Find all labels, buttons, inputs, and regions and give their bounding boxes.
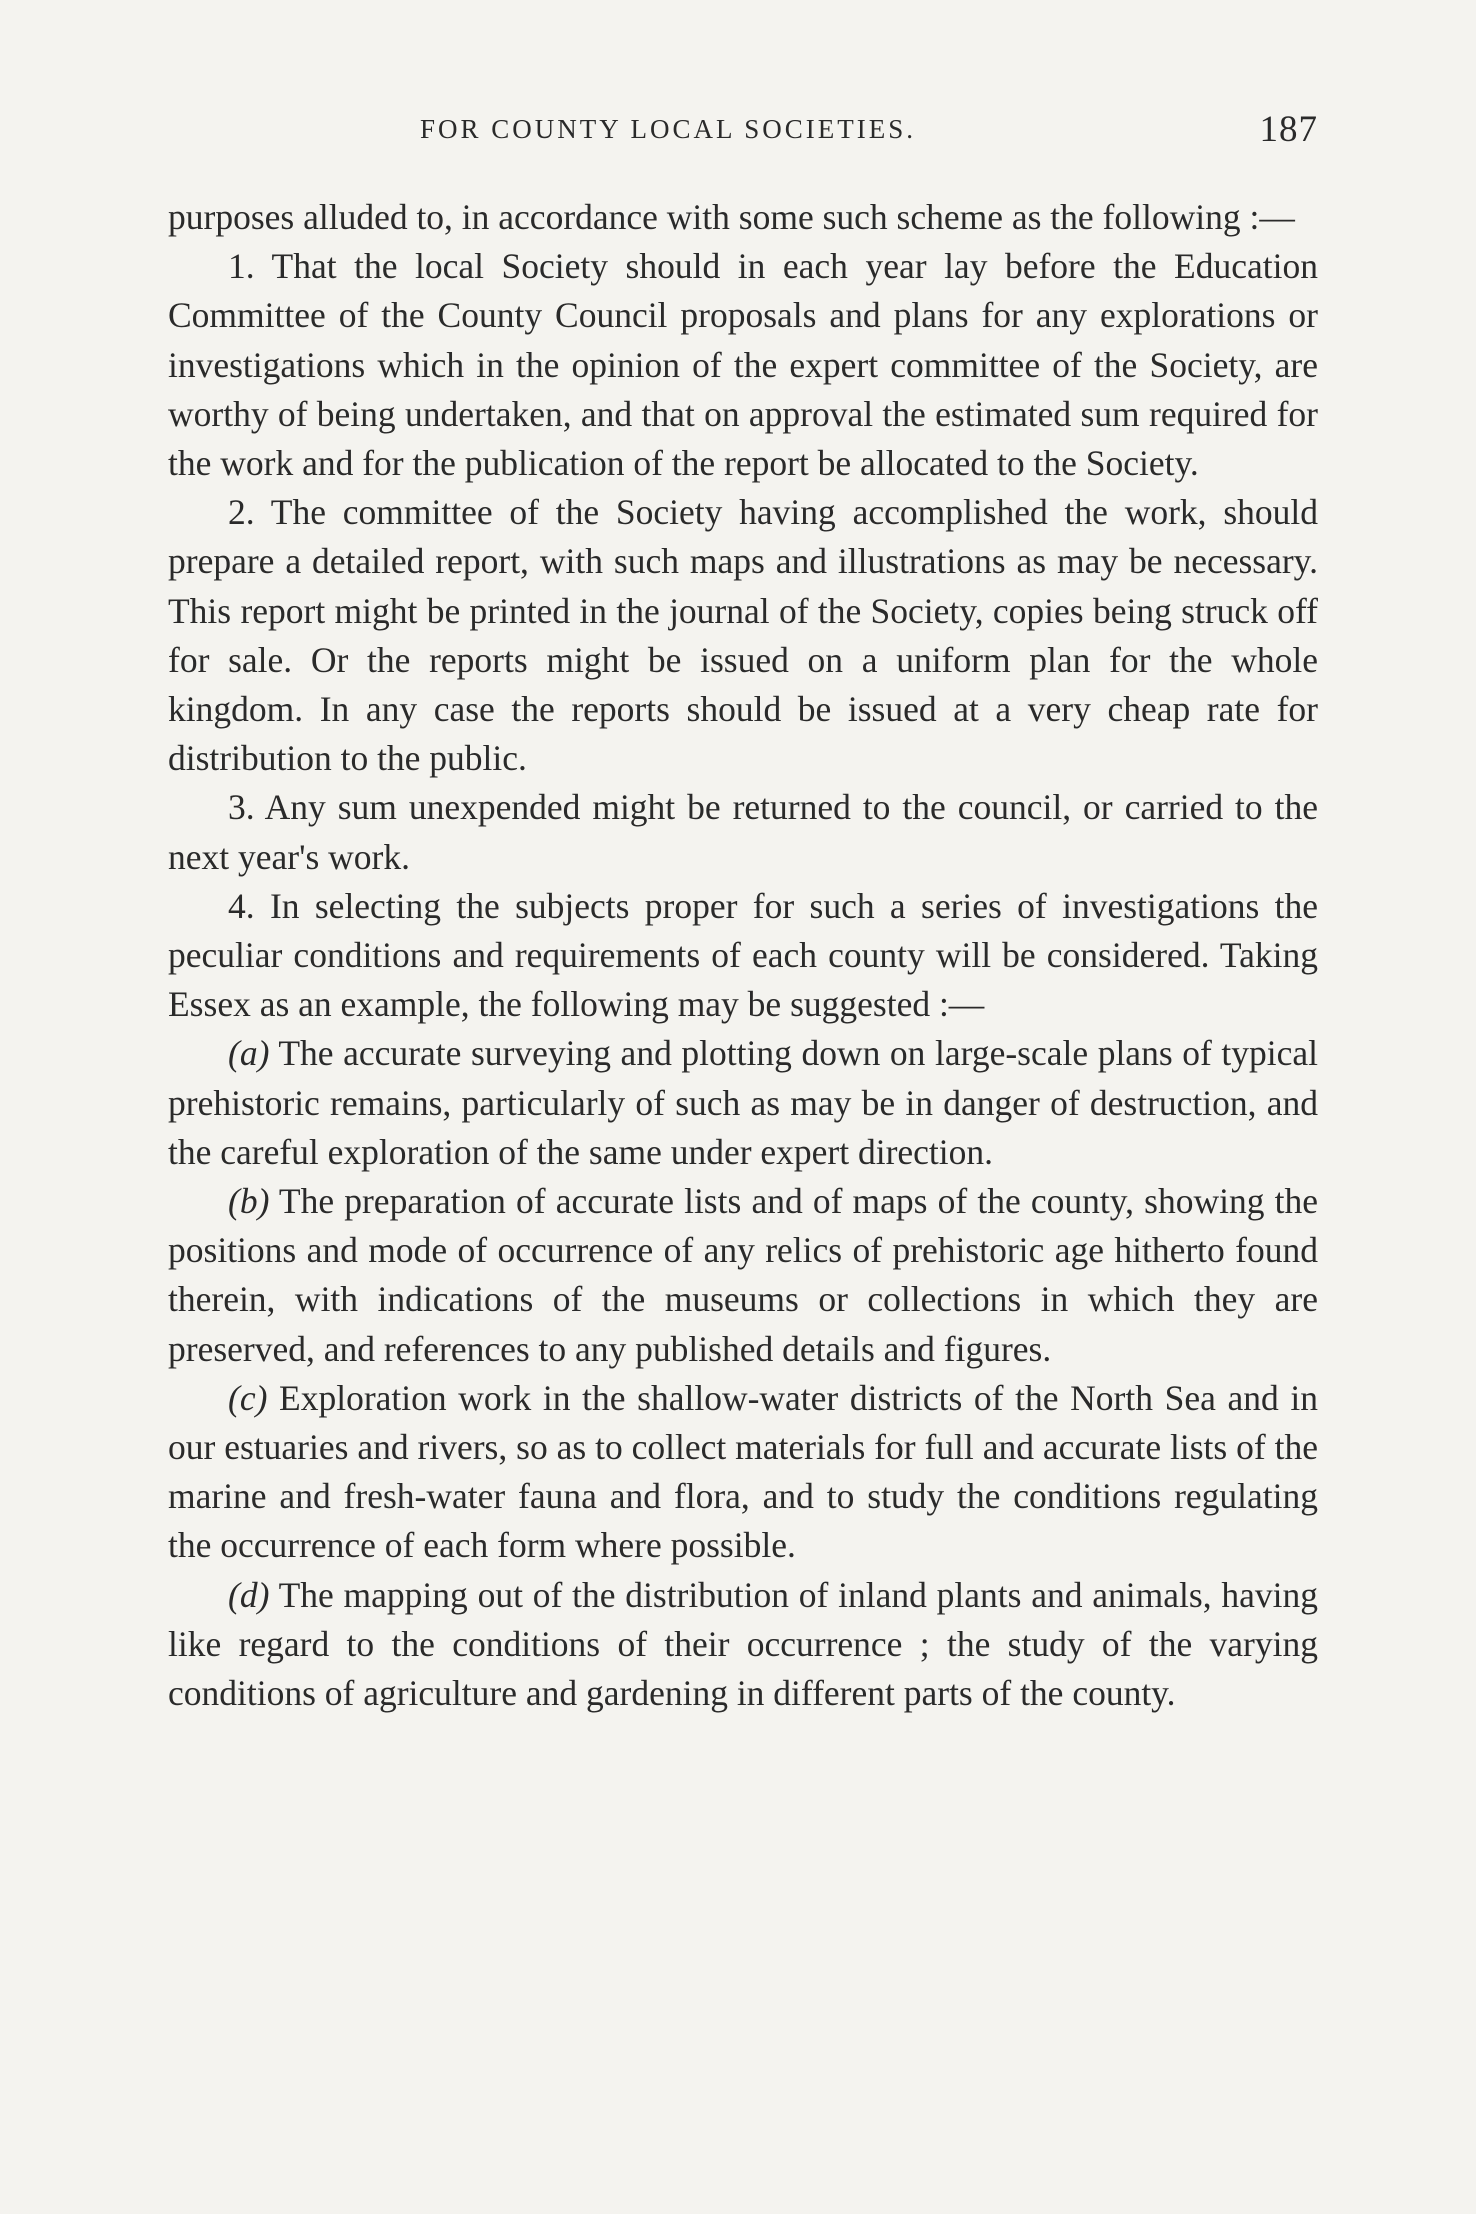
subitem-label: (d)	[228, 1574, 270, 1615]
paragraph-text: The accurate surveying and plotting down on large-scale plans of typical prehistoric remains, particularly of such as may be in danger of destruction, and the careful exploration of the same under expert direction.	[168, 1033, 1318, 1172]
running-head	[168, 108, 1318, 158]
paragraph-text: The mapping out of the distribution of inland plants and animals, having like regard to the conditions of their occurrence ; the study of the varying conditions of agriculture and gardening in different parts of the county.	[168, 1574, 1319, 1714]
paragraph-text: 3. Any sum unexpended might be returned to the council, or carried to the next year's work.	[168, 787, 1318, 877]
paragraph-item-2	[168, 488, 1318, 783]
running-title: FOR COUNTY LOCAL SOCIETIES.	[419, 114, 916, 144]
paragraph-sub-c	[168, 1374, 1318, 1571]
paragraph-item-3	[168, 783, 1318, 881]
body-text	[168, 193, 1318, 1718]
paragraph-item-1	[168, 242, 1318, 488]
paragraph-text: The preparation of accurate lists and of maps of the county, showing the positions and mode of occurrence of any relics of prehistoric age hitherto found therein, with indications of the museums or collections in which they are preserved, and references to any published details and figures.	[168, 1181, 1318, 1369]
paragraph-sub-b	[168, 1177, 1318, 1374]
subitem-label: (c)	[228, 1377, 268, 1418]
paragraph-text: 4. In selecting the subjects proper for such a series of investigations the peculiar conditions and requirements of each county will be considered. Taking Essex as an example, the following may be suggested :—	[168, 885, 1318, 1025]
paragraph-sub-a	[168, 1029, 1318, 1177]
subitem-label: (b)	[228, 1181, 270, 1222]
paragraph-text: Exploration work in the shallow-water districts of the North Sea and in our estuaries and rivers, so as to collect materials for full and accurate lists of the marine and fresh-water fauna and flora, and to study the conditions regulating the occurrence of each form where possible.	[168, 1377, 1319, 1566]
page-number: 187	[1259, 109, 1318, 150]
paragraph-text: 2. The committee of the Society having accomplished the work, should prepare a detailed report, with such maps and illustrations as may be necessary. This report might be printed in the journal of the Society, copies being struck off for sale. Or the reports might be issued on a uniform plan for the whole kingdom. In any case the reports should be issued at a very cheap rate for distribution to the public.	[168, 492, 1318, 779]
paragraph-sub-d	[168, 1571, 1318, 1719]
paragraph-item-4	[168, 882, 1318, 1030]
paragraph-text: 1. That the local Society should in each year lay before the Education Committee of the County Council proposals and plans for any explorations or investigations which in the opinion of the expert committee of the Society, are worthy of being undertaken, and that on approval the estimated sum required for the work and for the publication of the report be allocated to the Society.	[168, 246, 1318, 484]
subitem-label: (a)	[228, 1033, 270, 1074]
paragraph-text: purposes alluded to, in accordance with some such scheme as the following :—	[168, 197, 1295, 237]
paragraph-intro	[168, 193, 1318, 242]
